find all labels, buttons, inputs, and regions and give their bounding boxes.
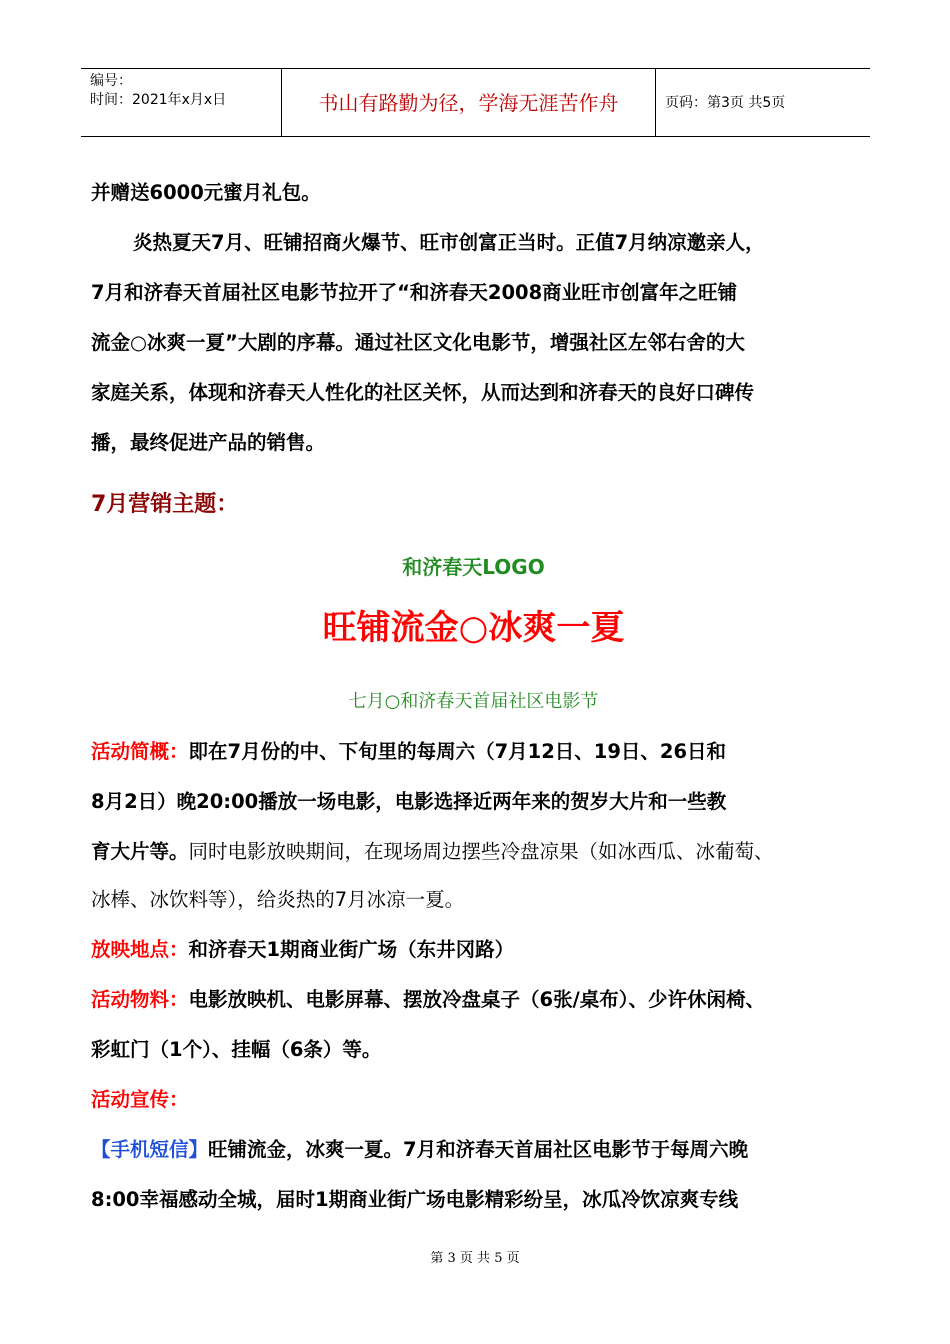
summary-text-bold: 育大片等。 [91,840,189,863]
sms-line: 8:00幸福感动全城，届时1期商业街广场电影精彩纷呈，冰瓜冷饮凉爽专线 [91,1188,739,1211]
summary-line [91,738,871,766]
document-date: 时间：2021年x月x日 [90,92,227,108]
paragraph-line: 流金○冰爽一夏”大剧的序幕。通过社区文化电影节，增强社区左邻右舍的大 [91,331,745,354]
campaign-subheadline: 七月○和济春天首届社区电影节 [348,691,599,712]
header-meta-cell [81,69,281,136]
summary-line [91,838,871,866]
page-footer: 第 3 页 共 5 页 [430,1251,520,1266]
summary-line: 8月2日）晚20:00播放一场电影，电影选择近两年来的贺岁大片和一些教 [91,790,727,813]
page-header [81,68,870,137]
header-motto: 书山有路勤为径，学海无涯苦作舟 [318,91,619,115]
sms-line [91,1136,871,1164]
summary-text: 即在7月份的中、下旬里的每周六（7月12日、19日、26日和 [188,740,727,763]
header-page-number: 页码：第3页 共5页 [665,95,786,111]
paragraph-line: 炎热夏天7月、旺铺招商火爆节、旺市创富正当时。正值7月纳凉邀亲人， [133,231,765,254]
header-motto-cell [281,69,656,136]
document-number: 编号： [90,73,132,89]
materials-line [91,986,871,1014]
paragraph-line: 并赠送6000元蜜月礼包。 [91,181,321,204]
summary-label: 活动简概： [91,740,189,763]
header-page-cell [655,69,870,136]
venue-line [91,936,871,964]
paragraph-line: 7月和济春天首届社区电影节拉开了“和济春天2008商业旺市创富年之旺铺 [91,281,738,304]
promo-label: 活动宣传： [91,1088,189,1111]
sms-label: 【手机短信】 [91,1138,209,1161]
logo-placeholder-text: 和济春天LOGO [402,555,545,579]
materials-text: 电影放映机、电影屏幕、摆放冷盘桌子（6张/桌布）、少许休闲椅、 [188,988,765,1011]
sms-text: 旺铺流金，冰爽一夏。7月和济春天首届社区电影节于每周六晚 [208,1138,749,1161]
venue-label: 放映地点： [91,938,189,961]
venue-text: 和济春天1期商业街广场（东井冈路） [188,938,515,961]
paragraph-line: 播，最终促进产品的销售。 [91,431,326,454]
campaign-headline: 旺铺流金○冰爽一夏 [322,608,625,648]
paragraph-line: 家庭关系，体现和济春天人性化的社区关怀，从而达到和济春天的良好口碑传 [91,381,755,404]
section-title: 7月营销主题： [91,492,239,517]
materials-label: 活动物料： [91,988,189,1011]
summary-line: 冰棒、冰饮料等），给炎热的7月冰凉一夏。 [91,888,465,911]
summary-text: 同时电影放映期间，在现场周边摆些冷盘凉果（如冰西瓜、冰葡萄、 [188,840,774,863]
materials-line: 彩虹门（1个）、挂幅（6条）等。 [91,1038,382,1061]
